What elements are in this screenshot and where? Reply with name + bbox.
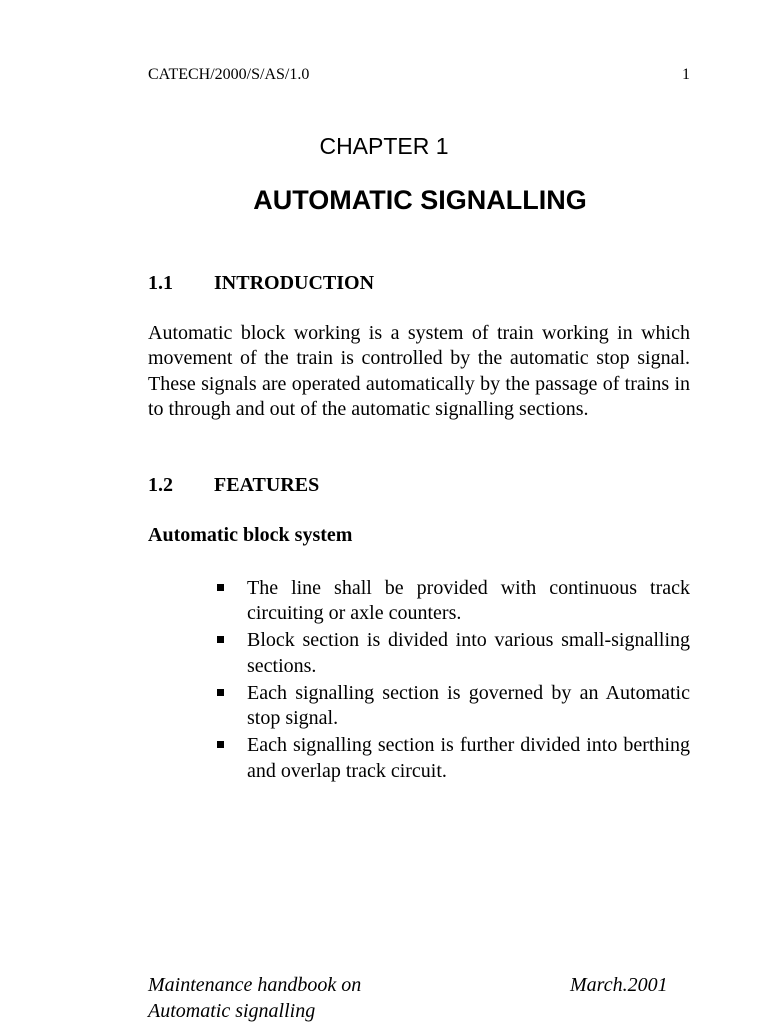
list-item-text: Each signalling section is governed by an Automatic stop signal. (247, 681, 690, 730)
section-title: INTRODUCTION (214, 272, 375, 294)
bullet-square-icon (217, 636, 224, 643)
section-heading-features (148, 474, 690, 497)
list-item (214, 733, 690, 784)
document-code: CATECH/2000/S/AS/1.0 (148, 66, 310, 83)
list-item-text: Block section is divided into various small-signalling sections. (247, 629, 690, 677)
section-title: FEATURES (214, 474, 320, 496)
list-item-text: The line shall be provided with continuous track circuiting or axle counters. (247, 577, 690, 625)
section-number: 1.1 (148, 272, 173, 294)
footer-date: March.2001 (570, 974, 668, 996)
footer-line: Automatic signalling (148, 1000, 316, 1022)
list-item (214, 681, 690, 732)
bullet-square-icon (217, 584, 224, 591)
section-heading-introduction (148, 272, 690, 295)
bullet-square-icon (217, 741, 224, 748)
subheading-automatic-block-system: Automatic block system (148, 524, 353, 546)
section-number: 1.2 (148, 474, 173, 496)
footer-handbook-title (148, 972, 361, 1024)
footer-line: Maintenance handbook on (148, 974, 362, 996)
list-item-text: Each signalling section is further divided into berthing and overlap track circuit. (247, 734, 690, 782)
chapter-label: CHAPTER 1 (319, 133, 449, 159)
introduction-paragraph: Automatic block working is a system of train working in which movement of the train is controlled by the automatic stop signal. These signals are operated automatically by the passage of trains in to through and out of the automatic signalling sections. (148, 322, 690, 421)
features-bullet-list (214, 576, 690, 786)
bullet-square-icon (217, 689, 224, 696)
list-item (214, 576, 690, 627)
chapter-title: AUTOMATIC SIGNALLING (253, 185, 587, 215)
list-item (214, 628, 690, 679)
page-number: 1 (682, 66, 690, 83)
